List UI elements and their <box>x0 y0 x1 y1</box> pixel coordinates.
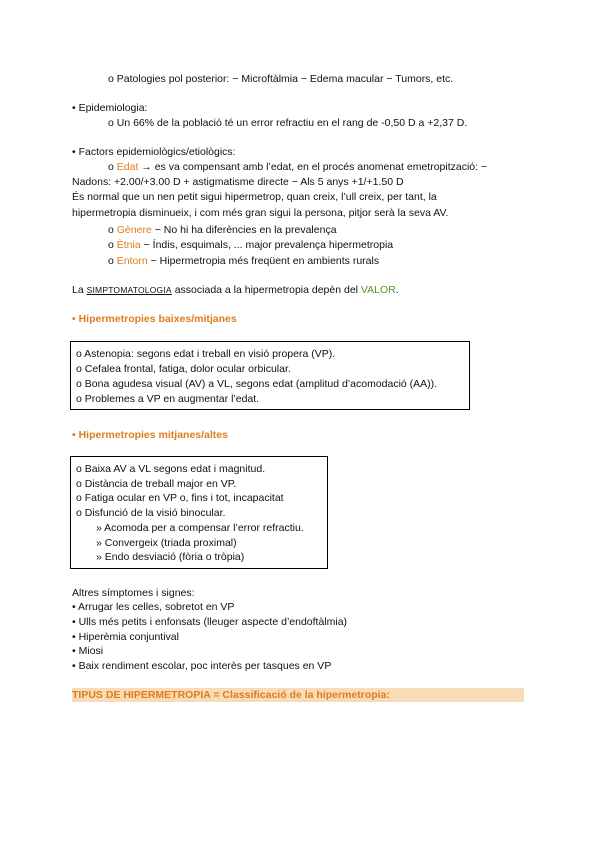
bullet-o: o <box>108 239 117 251</box>
edat-text: → es va compensant amb l’edat, en el procés anomenat emetropització: − <box>138 161 488 173</box>
tipus-heading: TIPUS DE HIPERMETROPIA = Classificació de la hipermetropia: <box>72 689 390 701</box>
valor-term: VALOR <box>360 284 396 296</box>
altes-subitem: » Acomoda per a compensar l’error refractiu. <box>96 522 304 534</box>
epidemiologia-heading: • Epidemiologia: <box>72 102 148 114</box>
altres-item: • Miosi <box>72 645 104 657</box>
nadons-line: Nadons: +2.00/+3.00 D + astigmatisme directe − Als 5 anys +1/+1.50 D <box>72 176 404 188</box>
altes-subitem: » Convergeix (triada proximal) <box>96 537 237 549</box>
simptomatologia-mid: associada a la hipermetropia depèn del <box>171 284 361 296</box>
entorn-term: Entorn <box>116 255 148 267</box>
genere-term: Gènere <box>116 224 152 236</box>
altres-item: • Arrugar les celles, sobretot en VP <box>72 601 235 613</box>
altres-heading: Altres símptomes i signes: <box>72 587 195 599</box>
altes-item: o Disfunció de la visió binocular. <box>76 507 226 519</box>
bullet-o: o <box>108 224 117 236</box>
baixes-item: o Cefalea frontal, fatiga, dolor ocular orbicular. <box>76 363 291 375</box>
altes-item: o Baixa AV a VL segons edat i magnitud. <box>76 463 266 475</box>
simptomatologia-term: SIMPTOMATOLOGIA <box>86 285 172 295</box>
altres-item: • Baix rendiment escolar, poc interès per tasques en VP <box>72 660 332 672</box>
bullet-o: o <box>108 161 117 173</box>
altes-item: o Fatiga ocular en VP o, fins i tot, incapacitat <box>76 492 284 504</box>
etnia-text: − Índis, esquimals, ... major prevalença hipermetropia <box>140 239 394 251</box>
baixes-item: o Astenopia: segons edat i treball en visió propera (VP). <box>76 348 336 360</box>
baixes-item: o Problemes a VP en augmentar l’edat. <box>76 393 260 405</box>
simptomatologia-line <box>72 283 399 297</box>
baixes-item: o Bona agudesa visual (AV) a VL, segons edat (amplitud d’acomodació (AA)). <box>76 378 438 390</box>
altes-subitem: » Endo desviació (fòria o tròpia) <box>96 551 245 563</box>
factor-etnia <box>108 238 393 252</box>
factor-genere <box>108 223 337 237</box>
factor-edat <box>108 160 487 174</box>
factors-heading: • Factors epidemiològics/etiològics: <box>72 146 236 158</box>
epidemiologia-item: o Un 66% de la població té un error refractiu en el rang de -0,50 D a +2,37 D. <box>108 117 468 129</box>
simptomatologia-end: . <box>395 284 399 296</box>
altres-item: • Ulls més petits i enfonsats (lleuger aspecte d’endoftàlmia) <box>72 616 348 628</box>
entorn-text: − Hipermetropia més freqüent en ambients rurals <box>147 255 380 267</box>
altes-heading: • Hipermetropies mitjanes/altes <box>72 429 228 441</box>
altes-item: o Distància de treball major en VP. <box>76 478 237 490</box>
genere-text: − No hi ha diferències en la prevalença <box>151 224 337 236</box>
altres-item: • Hiperèmia conjuntival <box>72 631 179 643</box>
baixes-heading: • Hipermetropies baixes/mitjanes <box>72 313 237 325</box>
bullet-o: o <box>108 255 117 267</box>
factor-entorn <box>108 254 379 268</box>
etnia-term: Ètnia <box>116 239 141 251</box>
normal-line-2: hipermetropia disminueix, i com més gran sigui la persona, pitjor serà la seva AV. <box>72 207 449 219</box>
normal-line-1: És normal que un nen petit sigui hipermetrop, quan creix, l’ull creix, per tant, la <box>72 191 437 203</box>
pathologies-line: o Patologies pol posterior: − Microftàlmia − Edema macular − Tumors, etc. <box>108 73 454 85</box>
simptomatologia-pre: La <box>72 284 87 296</box>
edat-term: Edat <box>116 161 139 173</box>
